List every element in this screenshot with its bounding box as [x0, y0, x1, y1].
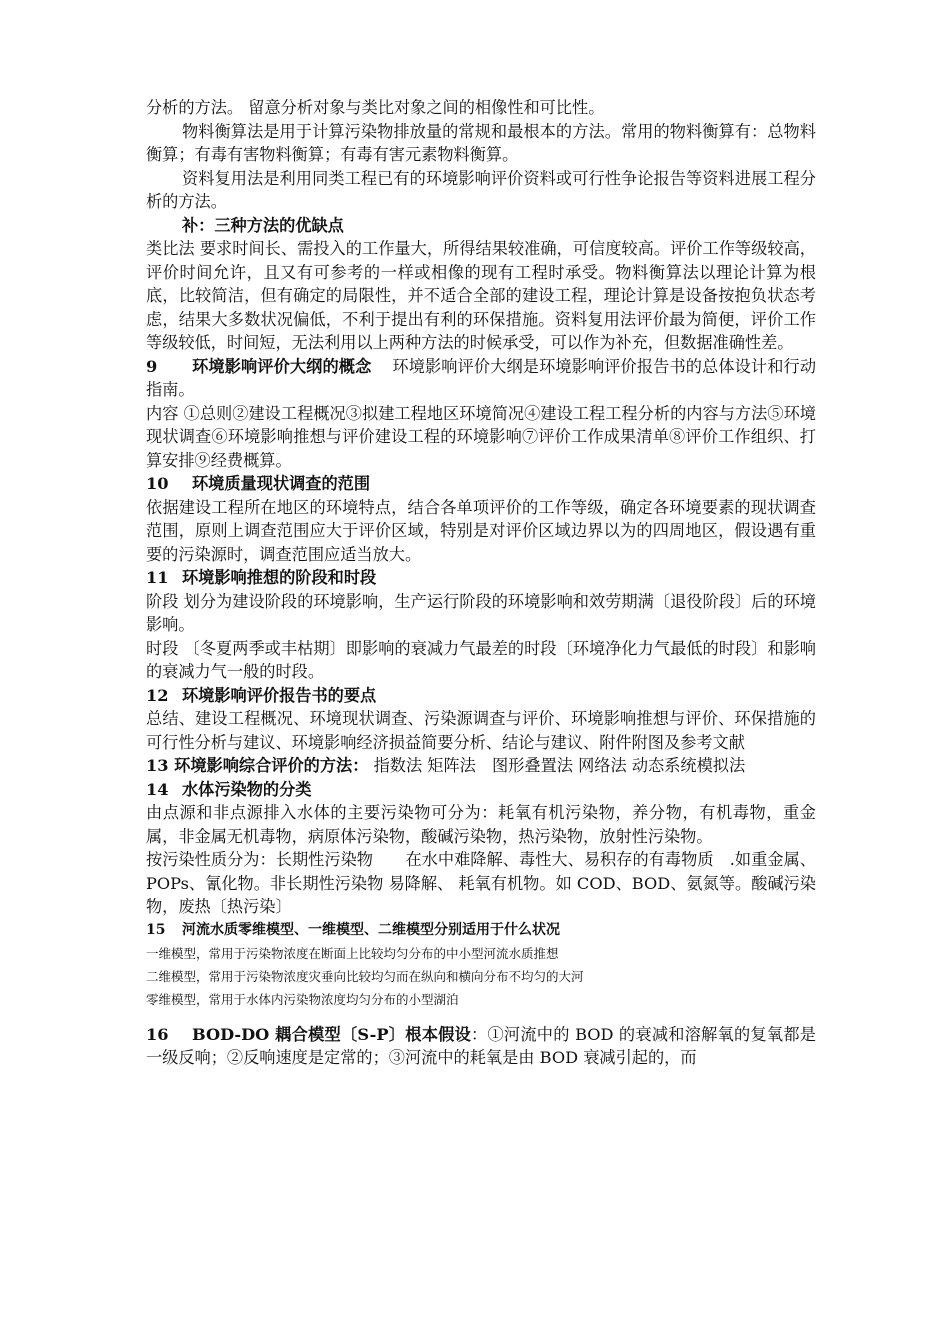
paragraph-analogy-method-end: 分析的方法。 留意分析对象与类比对象之间的相像性和可比性。: [146, 98, 605, 117]
paragraph-material-balance: 物料衡算法是用于计算污染物排放量的常规和最根本的方法。常用的物料衡算有：总物料衡算；有毒有害物料衡算；有毒有害元素物料衡算。: [146, 121, 816, 164]
section-11-number: 11: [146, 568, 169, 587]
section-9: [146, 355, 816, 402]
section-14-title: 水体污染物的分类: [182, 779, 312, 799]
paragraph-outline-contents: 内容 ①总则②建设工程概况③拟建工程地区环境简况④建设工程工程分析的内容与方法⑤环境现状调查⑥环境影响推想与评价建设工程的环境影响⑦评价工作成果清单⑧评价工作组织、打算安排⑨经费概算。: [146, 403, 816, 470]
paragraph-report-points: 总结、建设工程概况、环境现状调查、污染源调查与评价、环境影响推想与评价、环保措施的可行性分析与建议、环境影响经济损益简要分析、结论与建议、附件附图及参考文献: [146, 709, 816, 752]
paragraph-method-comparison: 类比法 要求时间长、需投入的工作量大，所得结果较准确，可信度较高。评价工作等级较高，评价时间允许，且又有可参考的一样或相像的现有工程时承受。物料衡算法以理论计算为根底，比较简洁，但有确定的局限性，并不适合全部的建设工程，理论计算是设备按抱负状态考虑，结果大多数状况偏低，不利于提出有利的环保措施。资料复用法评价最为简便，评价工作等级较低，时间短，无法利用以上两种方法的时候承受，可以作为补充，但数据准确性差。: [146, 239, 816, 352]
section-10-heading: [146, 472, 816, 496]
section-9-number: 9: [146, 356, 158, 376]
document-page: [146, 96, 816, 1070]
section-10-number: 10: [146, 474, 169, 493]
section-11-title: 环境影响推想的阶段和时段: [182, 568, 377, 587]
section-9-text: 环境影响评价大纲是环境影响评价报告书的总体设计和行动指南。: [146, 356, 817, 399]
section-9-title: 环境影响评价大纲的概念: [192, 356, 372, 376]
paragraph-data-reuse: 资料复用法是利用同类工程已有的环境影响评价资料或可行性争论报告等资料进展工程分析的方法。: [146, 168, 816, 211]
section-10-title: 环境质量现状调查的范围: [192, 474, 371, 493]
section-12-heading: [146, 684, 816, 708]
paragraph-survey-range: 依据建设工程所在地区的环境特点，结合各单项评价的工作等级，确定各环境要素的现状调查范围，原则上调查范围应大于评价区域，特别是对评价区域边界以为的四周地区，假设遇有重要的污染源时，调查范围应适当放大。: [146, 497, 816, 564]
spacer: [146, 1011, 816, 1023]
section-15-number: 15: [146, 921, 166, 938]
section-14-number: 14: [146, 779, 169, 799]
section-11-heading: [146, 566, 816, 590]
section-16-number: 16: [146, 1024, 169, 1044]
model-2d: 二维模型，常用于污染物浓度灾垂向比较均匀而在纵向和横向分布不均匀的大河: [146, 968, 584, 984]
section-13: [146, 754, 816, 778]
section-12-title: 环境影响评价报告书的要点: [182, 685, 377, 705]
section-13-text: 指数法 矩阵法 图形叠置法 网络法 动态系统模拟法: [368, 756, 746, 775]
section-16-title: BOD-DO 耦合模型〔S-P〕根本假设: [192, 1024, 472, 1044]
paragraph-pollutant-nature: 按污染性质分为：长期性污染物 在水中难降解、毒性大、易积存的有毒物质 .如重金属、POPs、氰化物。非长期性污染物 易降解、 耗氧有机物。如 COD、BOD、氨氮等。酸碱污染物，废热〔热污染〕: [146, 850, 816, 916]
paragraph-pollutant-sources: 由点源和非点源排入水体的主要污染物可分为：耗氧有机污染物，养分物，有机毒物，重金属，非金属无机毒物，病原体污染物，酸碱污染物，热污染物，放射性污染物。: [146, 803, 816, 846]
paragraph-periods: 时段 〔冬夏两季或丰枯期〕即影响的衰减力气最差的时段〔环境净化力气最低的时段〕和影响的衰减力气一般的时段。: [146, 638, 816, 681]
section-13-title: 13 环境影响综合评价的方法：: [146, 756, 369, 775]
supplement-heading: 补：三种方法的优缺点: [182, 215, 344, 235]
section-14-heading: [146, 778, 816, 802]
section-15-title: 河流水质零维模型、一维模型、二维模型分别适用于什么状况: [182, 921, 560, 938]
section-16-text: ：①河流中的 BOD 的衰减和溶解氧的复氧都是一级反响；②反响速度是定常的；③河流中的耗氧是由 BOD 衰减引起的，而: [146, 1024, 816, 1067]
model-0d: 零维模型，常用于水体内污染物浓度均匀分布的小型湖泊: [146, 991, 459, 1007]
section-15-heading: [146, 919, 816, 942]
section-12-number: 12: [146, 685, 169, 705]
model-1d: 一维模型，常用于污染物浓度在断面上比较均匀分布的中小型河流水质推想: [146, 945, 559, 961]
section-16: [146, 1023, 816, 1070]
paragraph-stages: 阶段 划分为建设阶段的环境影响，生产运行阶段的环境影响和效劳期满〔退役阶段〕后的环境影响。: [146, 591, 816, 634]
